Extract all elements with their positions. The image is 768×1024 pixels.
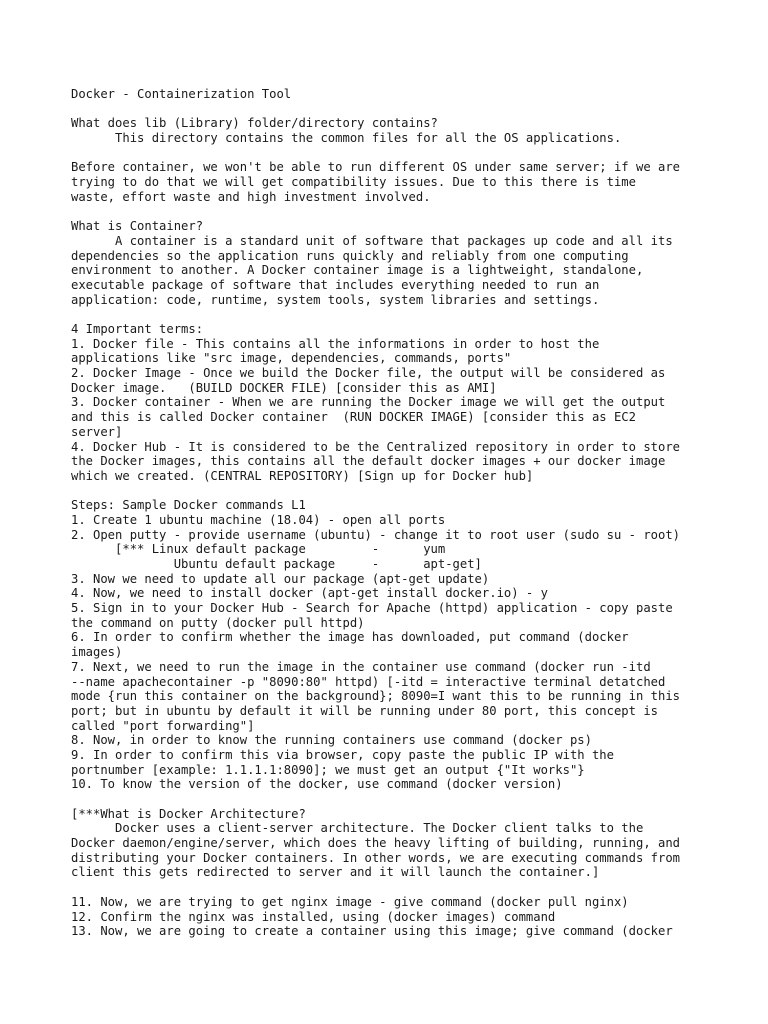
document-line: 7. Next, we need to run the image in the container use command (docker run -itd bbox=[71, 659, 651, 674]
document-line: 3. Docker container - When we are running the Docker image we will get the output bbox=[71, 395, 666, 410]
document-line: Ubuntu default package - apt-get] bbox=[71, 557, 482, 571]
document-line: images) bbox=[71, 645, 123, 660]
document-line: 8. Now, in order to know the running containers use command (docker ps) bbox=[71, 733, 592, 748]
document-line: 5. Sign in to your Docker Hub - Search for Apache (httpd) application - copy paste bbox=[71, 601, 673, 616]
document-line: portnumber [example: 1.1.1.1:8090]; we must get an output {"It works"} bbox=[71, 762, 585, 777]
document-line: 9. In order to confirm this via browser, copy paste the public IP with the bbox=[71, 747, 614, 762]
document-line: What does lib (Library) folder/directory contains? bbox=[71, 116, 438, 131]
document-line: 6. In order to confirm whether the image has downloaded, put command (docker bbox=[71, 630, 629, 645]
document-line: Docker uses a client-server architecture. The Docker client talks to the bbox=[71, 821, 644, 836]
document-line: Before container, we won't be able to run different OS under same server; if we are bbox=[71, 160, 681, 175]
document-line bbox=[71, 307, 680, 322]
document-line: 3. Now we need to update all our package (apt-get update) bbox=[71, 571, 490, 586]
document-line: 4 Important terms: bbox=[71, 322, 204, 336]
document-line bbox=[71, 880, 680, 895]
document-line: Steps: Sample Docker commands L1 bbox=[71, 498, 306, 513]
document-line: client this gets redirected to server and it will launch the container.] bbox=[71, 865, 600, 880]
document-line: the command on putty (docker pull httpd) bbox=[71, 615, 365, 630]
document-line: port; but in ubuntu by default it will be running under 80 port, this concept is bbox=[71, 703, 658, 718]
document-line: Docker daemon/engine/server, which does the heavy lifting of building, running, and bbox=[71, 836, 681, 851]
document-line bbox=[71, 205, 680, 220]
document-line: environment to another. A Docker container image is a lightweight, standalone, bbox=[71, 263, 644, 278]
document-line bbox=[71, 792, 680, 807]
document-line: --name apachecontainer -p "8090:80" httpd) [-itd = interactive terminal detatched bbox=[71, 674, 666, 689]
document-line: distributing your Docker containers. In other words, we are executing commands from bbox=[71, 850, 681, 865]
document-line: What is Container? bbox=[71, 219, 204, 234]
document-line: [*** Linux default package - yum bbox=[71, 542, 446, 557]
document-line: 13. Now, we are going to create a container using this image; give command (docker bbox=[71, 924, 673, 939]
document-line: [***What is Docker Architecture? bbox=[71, 806, 306, 821]
document-line: server] bbox=[71, 424, 123, 439]
document-line bbox=[71, 484, 680, 499]
document-line: 1. Create 1 ubuntu machine (18.04) - open all ports bbox=[71, 512, 446, 527]
document-line: A container is a standard unit of software that packages up code and all its bbox=[71, 233, 673, 248]
document-text bbox=[71, 87, 680, 939]
document-line bbox=[71, 102, 680, 117]
document-line: waste, effort waste and high investment involved. bbox=[71, 189, 431, 204]
document-line: applications like "src image, dependencies, commands, ports" bbox=[71, 351, 512, 366]
document-line: 11. Now, we are trying to get nginx image - give command (docker pull nginx) bbox=[71, 894, 629, 909]
document-line: and this is called Docker container (RUN DOCKER IMAGE) [consider this as EC2 bbox=[71, 410, 636, 425]
document-line: 4. Docker Hub - It is considered to be the Centralized repository in order to store bbox=[71, 439, 681, 454]
document-line: mode {run this container on the background}; 8090=I want this to be running in this bbox=[71, 689, 681, 704]
document-line: 2. Docker Image - Once we build the Docker file, the output will be considered as bbox=[71, 366, 666, 381]
document-line: the Docker images, this contains all the default docker images + our docker image bbox=[71, 454, 666, 469]
document-line: 10. To know the version of the docker, use command (docker version) bbox=[71, 777, 563, 792]
document-line: 4. Now, we need to install docker (apt-get install docker.io) - y bbox=[71, 586, 548, 601]
document-line: Docker image. (BUILD DOCKER FILE) [consider this as AMI] bbox=[71, 380, 497, 395]
document-line: application: code, runtime, system tools, system libraries and settings. bbox=[71, 292, 600, 307]
document-line: executable package of software that includes everything needed to run an bbox=[71, 277, 600, 292]
document-line: dependencies so the application runs quickly and reliably from one computing bbox=[71, 248, 629, 263]
document-line: which we created. (CENTRAL REPOSITORY) [Sign up for Docker hub] bbox=[71, 468, 534, 483]
document-line: 2. Open putty - provide username (ubuntu) - change it to root user (sudo su - root) bbox=[71, 527, 681, 542]
document-line: trying to do that we will get compatibility issues. Due to this there is time bbox=[71, 175, 636, 190]
document-line: Docker - Containerization Tool bbox=[71, 87, 292, 101]
document-line: 1. Docker file - This contains all the informations in order to host the bbox=[71, 336, 600, 351]
document-line bbox=[71, 146, 680, 161]
document-line: called "port forwarding"] bbox=[71, 718, 255, 733]
document-line: This directory contains the common files for all the OS applications. bbox=[71, 131, 622, 146]
document-line: 12. Confirm the nginx was installed, using (docker images) command bbox=[71, 909, 556, 924]
